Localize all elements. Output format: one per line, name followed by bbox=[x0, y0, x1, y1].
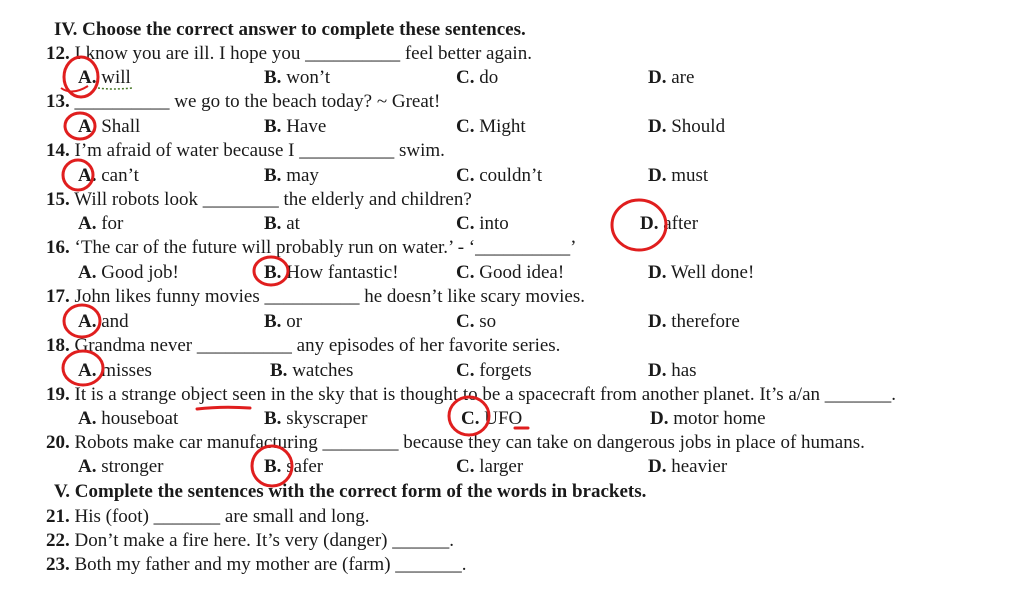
option-16-a[interactable]: A. Good job! bbox=[78, 262, 179, 283]
option-15-a[interactable]: A. for bbox=[78, 213, 124, 234]
question-text: Will robots look ________ the elderly and children? bbox=[74, 189, 472, 210]
option-18-d[interactable]: D. has bbox=[648, 360, 697, 381]
question-text: I know you are ill. I hope you __________ feel better again. bbox=[74, 43, 532, 64]
question-12 bbox=[46, 43, 532, 65]
option-13-b[interactable]: B. Have bbox=[264, 116, 327, 137]
question-21 bbox=[46, 506, 369, 528]
option-15-c[interactable]: C. into bbox=[456, 213, 509, 234]
question-19 bbox=[46, 384, 896, 406]
option-12-d[interactable]: D. are bbox=[648, 67, 695, 88]
option-20-c[interactable]: C. larger bbox=[456, 456, 524, 477]
option-19-b[interactable]: B. skyscraper bbox=[264, 408, 368, 429]
question-text: I’m afraid of water because I __________ swim. bbox=[74, 140, 445, 161]
option-12-a[interactable]: A. will bbox=[78, 67, 131, 88]
question-text: John likes funny movies __________ he doesn’t like scary movies. bbox=[74, 286, 585, 307]
option-12-c[interactable]: C. do bbox=[456, 67, 499, 88]
question-13 bbox=[46, 91, 440, 113]
option-20-d[interactable]: D. heavier bbox=[648, 456, 728, 477]
question-text: ‘The car of the future will probably run on water.’ - ‘__________’ bbox=[74, 237, 577, 258]
question-20 bbox=[46, 432, 865, 454]
option-16-d[interactable]: D. Well done! bbox=[648, 262, 755, 283]
question-text: __________ we go to the beach today? ~ Great! bbox=[74, 91, 441, 112]
option-16-b[interactable]: B. How fantastic! bbox=[264, 262, 399, 283]
option-15-b[interactable]: B. at bbox=[264, 213, 300, 234]
option-17-d[interactable]: D. therefore bbox=[648, 311, 740, 332]
question-16 bbox=[46, 237, 576, 259]
option-20-b[interactable]: B. safer bbox=[264, 456, 324, 477]
question-number: 14. bbox=[46, 140, 70, 161]
option-18-a[interactable]: A. misses bbox=[78, 360, 152, 381]
section-v-heading: V. Complete the sentences with the correct form of the words in brackets. bbox=[54, 481, 647, 502]
question-number: 20. bbox=[46, 432, 70, 453]
question-23 bbox=[46, 554, 467, 576]
option-20-a[interactable]: A. stronger bbox=[78, 456, 164, 477]
question-text: His (foot) _______ are small and long. bbox=[74, 506, 370, 527]
question-15 bbox=[46, 189, 472, 211]
question-22 bbox=[46, 530, 454, 552]
option-17-a[interactable]: A. and bbox=[78, 311, 129, 332]
underline-object bbox=[197, 407, 250, 409]
option-14-d[interactable]: D. must bbox=[648, 165, 709, 186]
question-number: 13. bbox=[46, 91, 70, 112]
option-14-b[interactable]: B. may bbox=[264, 165, 319, 186]
question-number: 16. bbox=[46, 237, 70, 258]
option-19-a[interactable]: A. houseboat bbox=[78, 408, 179, 429]
question-17 bbox=[46, 286, 585, 308]
option-18-c[interactable]: C. forgets bbox=[456, 360, 532, 381]
option-13-c[interactable]: C. Might bbox=[456, 116, 526, 137]
option-17-c[interactable]: C. so bbox=[456, 311, 497, 332]
option-19-c[interactable]: C. UFO bbox=[461, 408, 523, 429]
option-17-b[interactable]: B. or bbox=[264, 311, 303, 332]
question-text: It is a strange object seen in the sky that is thought to be a spacecraft from another planet. It’s a/an _______. bbox=[74, 384, 897, 405]
question-number: 18. bbox=[46, 335, 70, 356]
option-13-d[interactable]: D. Should bbox=[648, 116, 726, 137]
question-number: 19. bbox=[46, 384, 70, 405]
option-15-d[interactable]: D. after bbox=[640, 213, 699, 234]
option-12-b[interactable]: B. won’t bbox=[264, 67, 331, 88]
question-number: 22. bbox=[46, 530, 70, 551]
option-18-b[interactable]: B. watches bbox=[270, 360, 354, 381]
question-number: 12. bbox=[46, 43, 70, 64]
option-19-d[interactable]: D. motor home bbox=[650, 408, 766, 429]
section-iv-heading: IV. Choose the correct answer to complete these sentences. bbox=[54, 19, 526, 40]
option-14-a[interactable]: A. can’t bbox=[78, 165, 139, 186]
question-text: Both my father and my mother are (farm) _______. bbox=[74, 554, 467, 575]
option-14-c[interactable]: C. couldn’t bbox=[456, 165, 543, 186]
question-number: 23. bbox=[46, 554, 70, 575]
question-number: 17. bbox=[46, 286, 70, 307]
question-14 bbox=[46, 140, 445, 162]
question-text: Robots make car manufacturing ________ because they can take on dangerous jobs in place of humans. bbox=[74, 432, 865, 453]
option-16-c[interactable]: C. Good idea! bbox=[456, 262, 565, 283]
question-number: 21. bbox=[46, 506, 70, 527]
option-13-a[interactable]: A. Shall bbox=[78, 116, 141, 137]
question-text: Grandma never __________ any episodes of her favorite series. bbox=[74, 335, 561, 356]
question-number: 15. bbox=[46, 189, 70, 210]
question-18 bbox=[46, 335, 560, 357]
question-text: Don’t make a fire here. It’s very (danger) ______. bbox=[74, 530, 455, 551]
